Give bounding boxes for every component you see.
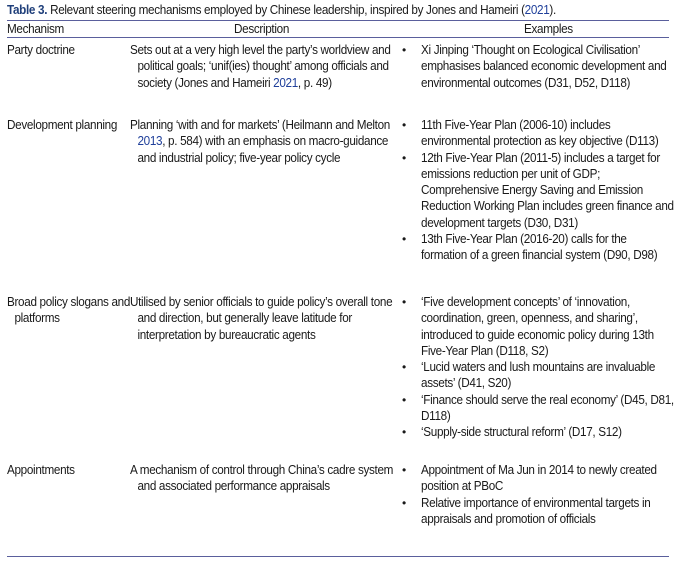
bullet-icon: • xyxy=(402,495,406,510)
examples-list xyxy=(399,462,679,527)
header-examples: Examples xyxy=(524,22,573,36)
examples-list xyxy=(399,117,679,264)
table-bottom-rule xyxy=(7,556,669,557)
description-text: A mechanism of control through China’s cadre system and associated performance appraisals xyxy=(130,463,394,494)
example-text: 12th Five-Year Plan (2011-5) includes a target for emissions reduction per unit of GDP; Comprehensive Energy Saving and Emission Reduction Working Plan includes green finance and development targets (D30, D31) xyxy=(421,150,674,230)
bullet-icon: • xyxy=(402,232,406,247)
description-text-part: Planning ‘with and for markets’ (Heilmann and Melton xyxy=(130,118,390,132)
caption-text: Relevant steering mechanisms employed by Chinese leadership, inspired by Jones and Hameiri ( xyxy=(47,3,525,17)
list-item xyxy=(399,392,679,425)
table-top-rule xyxy=(7,20,669,21)
table-label: Table 3. xyxy=(7,3,48,17)
description-text-part: Sets out at a very high level the party’s worldview and political goals; ‘unif(ies) thought’ among officials and society (Jones and Hameiri xyxy=(130,43,391,90)
description-text-part: , p. 49) xyxy=(297,75,332,90)
description-cell xyxy=(130,117,400,166)
mechanism-text: Broad policy slogans and platforms xyxy=(7,295,131,326)
example-text: 11th Five-Year Plan (2006-10) includes environmental protection as key objective (D113) xyxy=(421,118,659,149)
example-text: Appointment of Ma Jun in 2014 to newly created position at PBoC xyxy=(421,463,657,494)
bullet-icon: • xyxy=(402,295,406,309)
mechanism-cell xyxy=(7,462,135,478)
list-item xyxy=(399,231,679,264)
description-text xyxy=(130,42,400,91)
description-text: Utilised by senior officials to guide policy’s overall tone and direction, but generally leave latitude for interpretation by bureaucratic agents xyxy=(130,295,393,342)
bullet-icon: • xyxy=(402,392,406,407)
citation-link[interactable]: 2013 xyxy=(137,134,163,149)
citation-link[interactable]: 2021 xyxy=(524,3,550,17)
header-description: Description xyxy=(234,22,290,36)
list-item xyxy=(399,359,679,392)
bullet-icon: • xyxy=(402,360,406,375)
examples-list xyxy=(399,294,679,441)
description-cell xyxy=(130,462,400,495)
examples-cell xyxy=(399,42,679,91)
examples-list xyxy=(399,42,679,91)
list-item xyxy=(399,424,679,440)
description-cell xyxy=(130,294,400,343)
bullet-icon: • xyxy=(402,425,406,440)
mechanism-text: Party doctrine xyxy=(7,43,75,57)
examples-cell xyxy=(399,294,679,441)
mechanism-text: Appointments xyxy=(7,463,75,477)
description-text-part: , p. 584) with an emphasis on macro-guidance and industrial policy; five-year policy cycle xyxy=(137,134,389,165)
caption-end: ). xyxy=(549,3,556,17)
bullet-icon: • xyxy=(402,118,406,132)
example-text: 13th Five-Year Plan (2016-20) calls for the formation of a green financial system (D90, D98) xyxy=(421,232,658,263)
mechanism-text: Development planning xyxy=(7,118,118,132)
mechanism-cell xyxy=(7,42,135,58)
bullet-icon: • xyxy=(402,463,406,477)
list-item xyxy=(399,117,679,150)
list-item xyxy=(399,462,679,495)
citation-link[interactable]: 2021 xyxy=(273,75,298,90)
description-cell xyxy=(130,42,400,91)
example-text: ‘Lucid waters and lush mountains are invaluable assets’ (D41, S20) xyxy=(421,360,656,391)
example-text: ‘Supply-side structural reform’ (D17, S12) xyxy=(421,425,622,440)
example-text: Relative importance of environmental targets in appraisals and promotion of officials xyxy=(421,495,651,526)
list-item xyxy=(399,42,679,91)
example-text: Xi Jinping ‘Thought on Ecological Civilisation’ emphasises balanced economic development and environmental outcomes (D31, D52, D118) xyxy=(421,43,667,90)
list-item xyxy=(399,294,679,359)
bullet-icon: • xyxy=(402,43,406,57)
examples-cell xyxy=(399,117,679,264)
example-text: ‘Finance should serve the real economy’ (D45, D81, D118) xyxy=(421,392,674,424)
bullet-icon: • xyxy=(402,150,406,165)
description-text xyxy=(130,117,400,166)
table-caption xyxy=(7,2,556,18)
example-text: ‘Five development concepts’ of ‘innovation, coordination, green, openness, and sharing’, introduced to guide economic policy during 13th Five-Year Plan (D118, S2) xyxy=(421,295,654,358)
header-mechanism: Mechanism xyxy=(7,22,64,36)
mechanism-cell xyxy=(7,294,135,327)
list-item xyxy=(399,495,679,528)
list-item xyxy=(399,150,679,231)
examples-cell xyxy=(399,462,679,527)
mechanism-cell xyxy=(7,117,135,133)
table-header-rule xyxy=(7,37,669,38)
